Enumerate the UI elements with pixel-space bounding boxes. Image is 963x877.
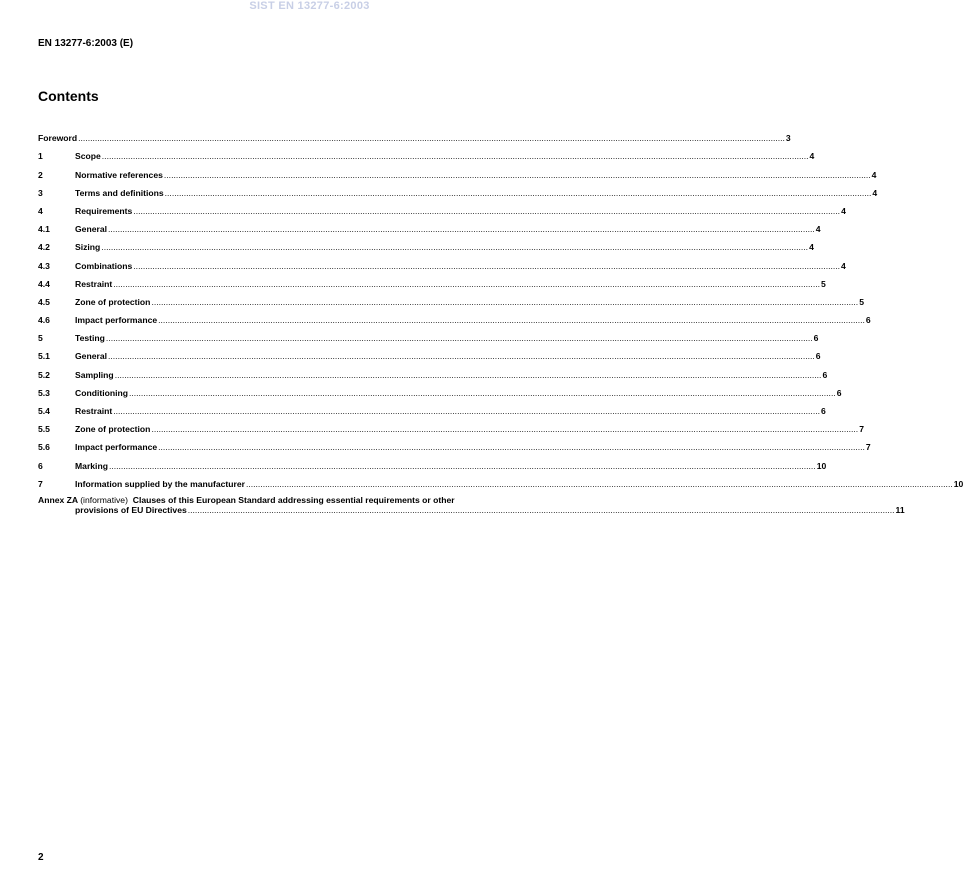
toc-entry-page: 4 [871, 169, 877, 180]
toc-entry[interactable] [38, 126, 791, 144]
toc-entry-page: 3 [785, 133, 791, 144]
toc-entry-title: Zone of protection [75, 296, 151, 307]
toc-entry-page: 4 [809, 151, 815, 162]
dot-leader [151, 297, 858, 308]
watermark: SIST EN 13277-6:2003 [249, 0, 370, 12]
toc-entry-title: General [75, 351, 108, 362]
toc-entry-title: Requirements [75, 205, 133, 216]
toc-entry[interactable] [38, 217, 821, 235]
toc-entry-number: 5.2 [38, 369, 50, 380]
dot-leader [108, 224, 815, 235]
toc-entry-page: 4 [815, 224, 821, 235]
toc-entry[interactable] [38, 362, 828, 380]
toc-entry[interactable] [38, 199, 846, 217]
toc-entry-title: Zone of protection [75, 424, 151, 435]
toc-entry-page: 6 [815, 351, 821, 362]
dot-leader [165, 188, 872, 199]
annex-qualifier: (informative) [80, 494, 128, 505]
toc-entry-number: 4.2 [38, 242, 50, 253]
annex-label: Annex ZA (informative) [38, 494, 128, 505]
toc-entry-page: 6 [865, 315, 871, 326]
toc-entry-title: Combinations [75, 260, 133, 271]
contents-heading: Contents [38, 88, 99, 104]
annex-title-line1: Clauses of this European Standard addressing essential requirements or other [132, 494, 455, 505]
toc-entry-page: 4 [809, 242, 814, 253]
toc-entry-title: General [75, 224, 108, 235]
toc-entry[interactable] [38, 326, 819, 344]
toc-entry-title: Testing [75, 333, 105, 344]
toc-entry[interactable] [38, 435, 871, 453]
annex-title-line2: provisions of EU Directives [75, 505, 187, 516]
toc-entry-number: 5.5 [38, 424, 50, 435]
toc-entry-number: 4.4 [38, 278, 50, 289]
dot-leader [101, 242, 808, 253]
toc-entry-number: 5 [38, 333, 43, 344]
toc-entry-title: Conditioning [75, 387, 128, 398]
toc-entry-title: Foreword [38, 133, 78, 144]
toc-entry-number: 5.6 [38, 442, 50, 453]
toc-entry-page: 5 [859, 296, 864, 307]
dot-leader [113, 279, 820, 290]
toc-entry[interactable] [38, 290, 864, 308]
dot-leader [115, 370, 822, 381]
toc-entry-page: 6 [836, 387, 842, 398]
dot-leader [246, 479, 953, 490]
toc-entry-title: Marking [75, 460, 108, 471]
toc-entry[interactable] [38, 472, 963, 490]
toc-entry[interactable] [38, 253, 846, 271]
toc-entry-number: 2 [38, 169, 43, 180]
table-of-contents [38, 126, 963, 516]
dot-leader [164, 170, 871, 181]
toc-entry[interactable] [38, 162, 877, 180]
toc-entry-number: 5.1 [38, 351, 50, 362]
dot-leader [158, 315, 865, 326]
toc-entry[interactable] [38, 144, 815, 162]
dot-leader [108, 351, 815, 362]
toc-entry-page: 10 [816, 460, 827, 471]
toc-entry-number: 6 [38, 460, 43, 471]
toc-rows [38, 126, 963, 490]
toc-entry-number: 4.1 [38, 224, 50, 235]
dot-leader [129, 388, 836, 399]
toc-entry-page: 4 [841, 205, 846, 216]
toc-entry-title: Sampling [75, 369, 114, 380]
dot-leader [133, 261, 840, 272]
toc-entry[interactable] [38, 272, 826, 290]
toc-entry-title: Scope [75, 151, 101, 162]
toc-entry[interactable] [38, 344, 821, 362]
toc-entry[interactable] [38, 453, 827, 471]
toc-entry-number: 1 [38, 151, 43, 162]
toc-entry-number: 4.3 [38, 260, 50, 271]
document-id: EN 13277-6:2003 (E) [38, 38, 134, 49]
toc-entry-page: 7 [865, 442, 871, 453]
toc-entry-number: 4 [38, 205, 43, 216]
toc-entry-title: Impact performance [75, 442, 158, 453]
toc-entry-number: 3 [38, 187, 43, 198]
toc-entry[interactable] [38, 235, 814, 253]
toc-entry-title: Restraint [75, 406, 113, 416]
dot-leader [151, 424, 858, 435]
toc-entry-number: 5.3 [38, 387, 50, 398]
toc-entry-page: 5 [821, 278, 826, 289]
dot-leader [188, 505, 895, 516]
dot-leader [158, 442, 865, 453]
toc-entry[interactable] [38, 181, 878, 199]
dot-leader [113, 406, 820, 417]
toc-entry-page: 6 [822, 369, 828, 380]
toc-entry-page: 6 [821, 406, 826, 416]
footer-page-number: 2 [38, 852, 44, 863]
toc-entry-title: Restraint [75, 278, 113, 289]
dot-leader [133, 206, 840, 217]
toc-entry-page: 10 [953, 478, 963, 489]
dot-leader [106, 333, 813, 344]
toc-entry-page: 6 [813, 333, 819, 344]
toc-entry-title: Information supplied by the manufacturer [75, 478, 245, 489]
toc-entry-number: 5.4 [38, 406, 50, 416]
dot-leader [102, 151, 809, 162]
toc-entry[interactable] [38, 381, 842, 399]
toc-entry-page: 7 [859, 424, 864, 435]
toc-entry-page: 4 [872, 187, 878, 198]
toc-entry-number: 7 [38, 478, 43, 489]
toc-entry-title: Normative references [75, 169, 163, 180]
dot-leader [109, 461, 816, 472]
toc-entry-page: 4 [841, 260, 846, 271]
dot-leader [78, 133, 785, 144]
toc-entry[interactable] [38, 417, 864, 435]
toc-annex-entry[interactable] [38, 494, 905, 516]
toc-entry-title: Sizing [75, 242, 101, 253]
toc-entry-number: 4.5 [38, 296, 50, 307]
toc-entry-title: Impact performance [75, 315, 158, 326]
toc-entry[interactable] [38, 399, 826, 417]
annex-page-number: 11 [895, 505, 905, 516]
toc-entry[interactable] [38, 308, 871, 326]
toc-entry-title: Terms and definitions [75, 187, 164, 198]
toc-entry-number: 4.6 [38, 315, 50, 326]
